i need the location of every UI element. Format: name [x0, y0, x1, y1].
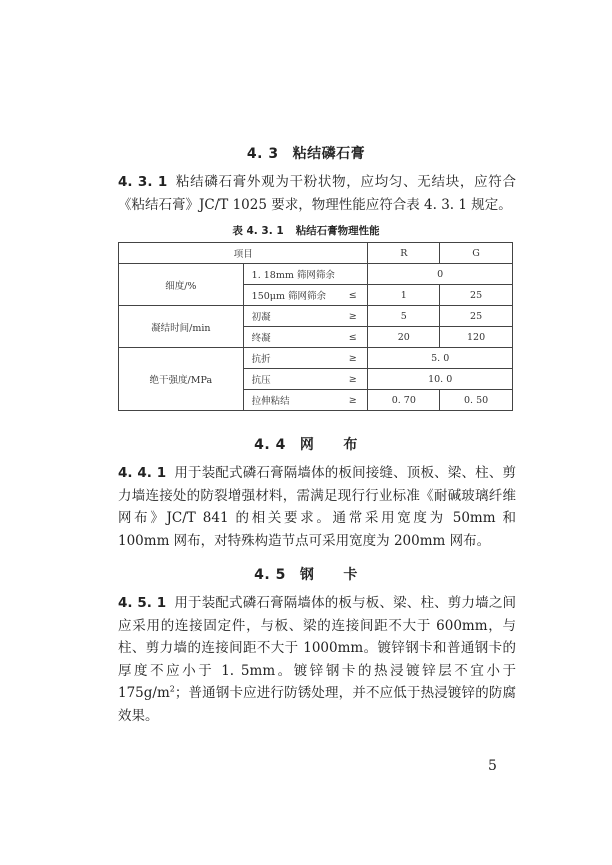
header-g: G [440, 243, 513, 264]
section-heading-4-5 [0, 564, 612, 584]
table-number: 表 4. 3. 1 [232, 225, 284, 237]
clause-number: 4. 4. 1 [118, 465, 167, 481]
setting-g-2: 120 [440, 327, 513, 348]
setting-g-1: 25 [440, 306, 513, 327]
section-title: 网 布 [299, 437, 358, 453]
section-number: 4. 5 [254, 567, 286, 583]
clause-text: 粘结磷石膏外观为干粉状物，应均匀、无结块，应符合《粘结石膏》JC/T 1025 要求，物理性能应符合表 4. 3. 1 规定。 [118, 174, 516, 213]
clause-4-4-1 [118, 462, 516, 552]
clause-number: 4. 5. 1 [118, 595, 167, 611]
clause-4-3-1 [118, 171, 516, 216]
page-number: 5 [488, 758, 497, 774]
fineness-sub-1: 1. 18mm 筛网筛余 [243, 264, 368, 285]
table-row [119, 306, 513, 327]
setting-r-1: 5 [368, 306, 440, 327]
table-header-row [119, 243, 513, 264]
section-number: 4. 4 [254, 437, 286, 453]
clause-number: 4. 3. 1 [118, 174, 168, 190]
table-row [119, 264, 513, 285]
section-title: 粘结磷石膏 [292, 146, 366, 162]
strength-label: 绝干强度/MPa [119, 348, 244, 411]
clause-text-part-1: 用于装配式磷石膏隔墙体的板与板、梁、柱、剪力墙之间应采用的连接固定件，与板、梁的连接间距不大于 600mm，与柱、剪力墙的连接间距不大于 1000mm。镀锌钢卡和普通钢卡的厚度不应小于 1. 5mm。镀锌钢卡的热浸镀锌层不宜小于 175g/m [118, 595, 516, 701]
fineness-g-2: 25 [440, 285, 513, 306]
fineness-label: 细度/% [119, 264, 244, 306]
header-r: R [368, 243, 440, 264]
strength-sym-2: ≥ [338, 369, 368, 390]
fineness-sym-2: ≤ [338, 285, 368, 306]
strength-sym-1: ≥ [338, 348, 368, 369]
clause-text-part-2: ；普通钢卡应进行防锈处理，并不应低于热浸镀锌的防腐效果。 [118, 685, 516, 724]
superscript: 2 [169, 684, 175, 694]
setting-sym-1: ≥ [338, 306, 368, 327]
fineness-value-1: 0 [368, 264, 513, 285]
clause-4-5-1 [118, 592, 516, 727]
setting-sub-1: 初凝 [243, 306, 338, 327]
setting-sub-2: 终凝 [243, 327, 338, 348]
fineness-r-2: 1 [368, 285, 440, 306]
strength-value-2: 10. 0 [368, 369, 513, 390]
strength-r-3: 0. 70 [368, 390, 440, 411]
table-title: 粘结石膏物理性能 [295, 225, 380, 237]
strength-sub-3: 拉伸粘结 [243, 390, 338, 411]
section-title: 钢 卡 [299, 567, 358, 583]
section-heading-4-4 [0, 434, 612, 454]
setting-r-2: 20 [368, 327, 440, 348]
strength-value-1: 5. 0 [368, 348, 513, 369]
header-item: 项目 [119, 243, 368, 264]
table-caption [0, 223, 612, 238]
section-number: 4. 3 [246, 146, 279, 162]
strength-sub-2: 抗压 [243, 369, 338, 390]
table-row [119, 348, 513, 369]
section-heading-4-3 [0, 143, 612, 163]
strength-g-3: 0. 50 [440, 390, 513, 411]
fineness-sub-2: 150μm 筛网筛余 [243, 285, 338, 306]
setting-label: 凝结时间/min [119, 306, 244, 348]
physical-properties-table [118, 242, 513, 411]
clause-text: 用于装配式磷石膏隔墙体的板间接缝、顶板、梁、柱、剪力墙连接处的防裂增强材料，需满足现行行业标准《耐碱玻璃纤维网布》JC/T 841 的相关要求。通常采用宽度为 50mm 和 100mm 网布，对特殊构造节点可采用宽度为 200mm 网布。 [118, 465, 516, 549]
strength-sub-1: 抗折 [243, 348, 338, 369]
strength-sym-3: ≥ [338, 390, 368, 411]
setting-sym-2: ≤ [338, 327, 368, 348]
